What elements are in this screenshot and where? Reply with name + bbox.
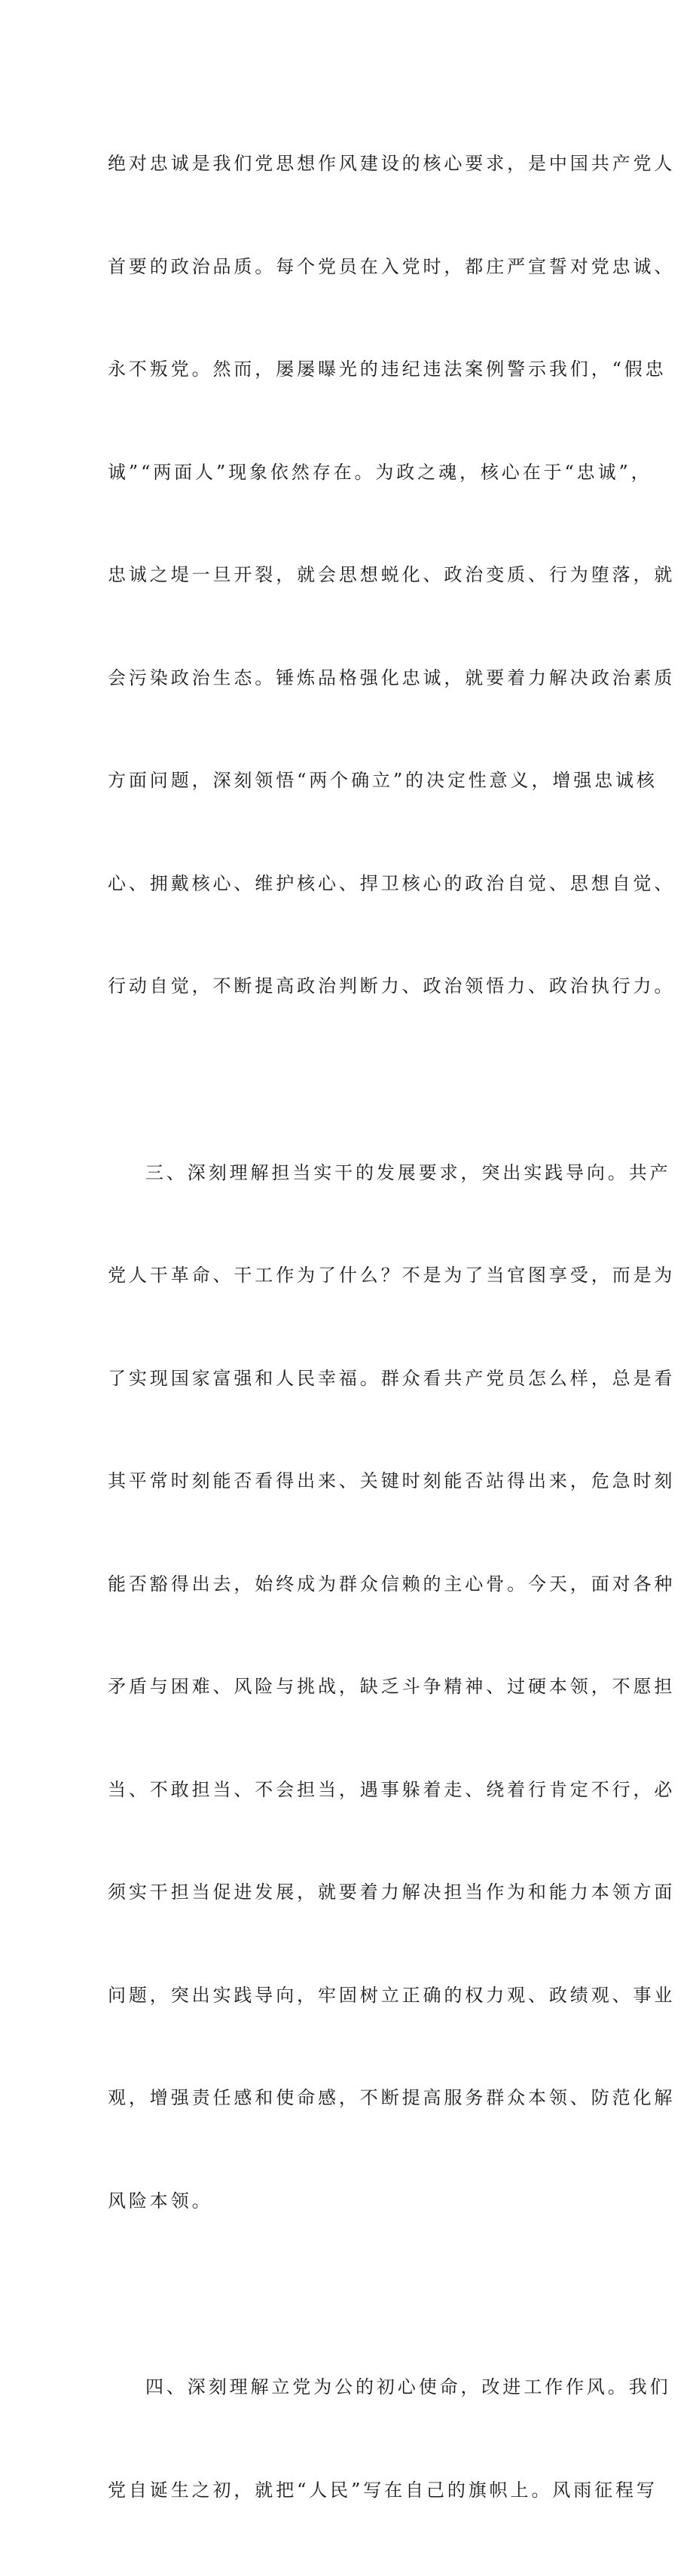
text-line: 绝对忠诚是我们党思想作风建设的核心要求，是中国共产党人 (108, 153, 676, 174)
text-line: 能否豁得出去，始终成为群众信赖的主心骨。今天，面对各种 (108, 1573, 676, 1595)
section-four-heading-line: 四、深刻理解立党为公的初心使命，改进工作作风。我们 (145, 2376, 671, 2397)
paragraph-section-three (108, 1088, 676, 2288)
text-line: 问题，突出实践导向，牢固树立正确的权力观、政绩观、事业 (108, 1984, 676, 2006)
text-line: 党自诞生之初，就把“人民”写在自己的旗帜上。风雨征程写 (108, 2479, 658, 2501)
text-line: 心、拥戴核心、维护核心、捍卫核心的政治自觉、思想自觉、 (108, 872, 676, 894)
text-line: 当、不敢担当、不会担当，遇事躲着走、绕着行肯定不行，必 (108, 1778, 676, 1800)
text-line: 方面问题，深刻领悟“两个确立”的决定性意义，增强忠诚核 (108, 770, 658, 791)
text-line: 须实干担当促进发展，就要着力解决担当作为和能力本领方面 (108, 1882, 676, 1903)
text-line: 会污染政治生态。锤炼品格强化忠诚，就要着力解决政治素质 (108, 667, 676, 688)
text-line: 其平常时刻能否看得出来、关键时刻能否站得出来，危急时刻 (108, 1470, 676, 1491)
paragraph-loyalty (108, 78, 676, 1073)
text-line: 了实现国家富强和人民幸福。群众看共产党员怎么样，总是看 (108, 1367, 676, 1389)
text-line: 党人干革命、干工作为了什么？不是为了当官图享受，而是为 (108, 1265, 676, 1286)
text-line: 行动自觉，不断提高政治判断力、政治领悟力、政治执行力。 (108, 975, 676, 997)
document-body (108, 78, 676, 2576)
text-line: 忠诚之堤一旦开裂，就会思想蜕化、政治变质、行为堕落，就 (108, 564, 676, 585)
text-line: 首要的政治品质。每个党员在入党时，都庄严宣誓对党忠诚、 (108, 255, 676, 277)
text-line: 诚”“两面人”现象依然存在。为政之魂，核心在于“忠诚”， (108, 461, 652, 483)
paragraph-section-four (108, 2302, 671, 2576)
text-line: 观，增强责任感和使命感，不断提高服务群众本领、防范化解 (108, 2087, 676, 2108)
text-line: 矛盾与困难、风险与挑战，缺乏斗争精神、过硬本领，不愿担 (108, 1676, 676, 1697)
text-line: 永不叛党。然而，屡屡曝光的违纪违法案例警示我们，“假忠 (108, 359, 667, 380)
section-three-heading-line: 三、深刻理解担当实干的发展要求，突出实践导向。共产 (145, 1161, 671, 1183)
text-line: 风险本领。 (108, 2190, 213, 2211)
